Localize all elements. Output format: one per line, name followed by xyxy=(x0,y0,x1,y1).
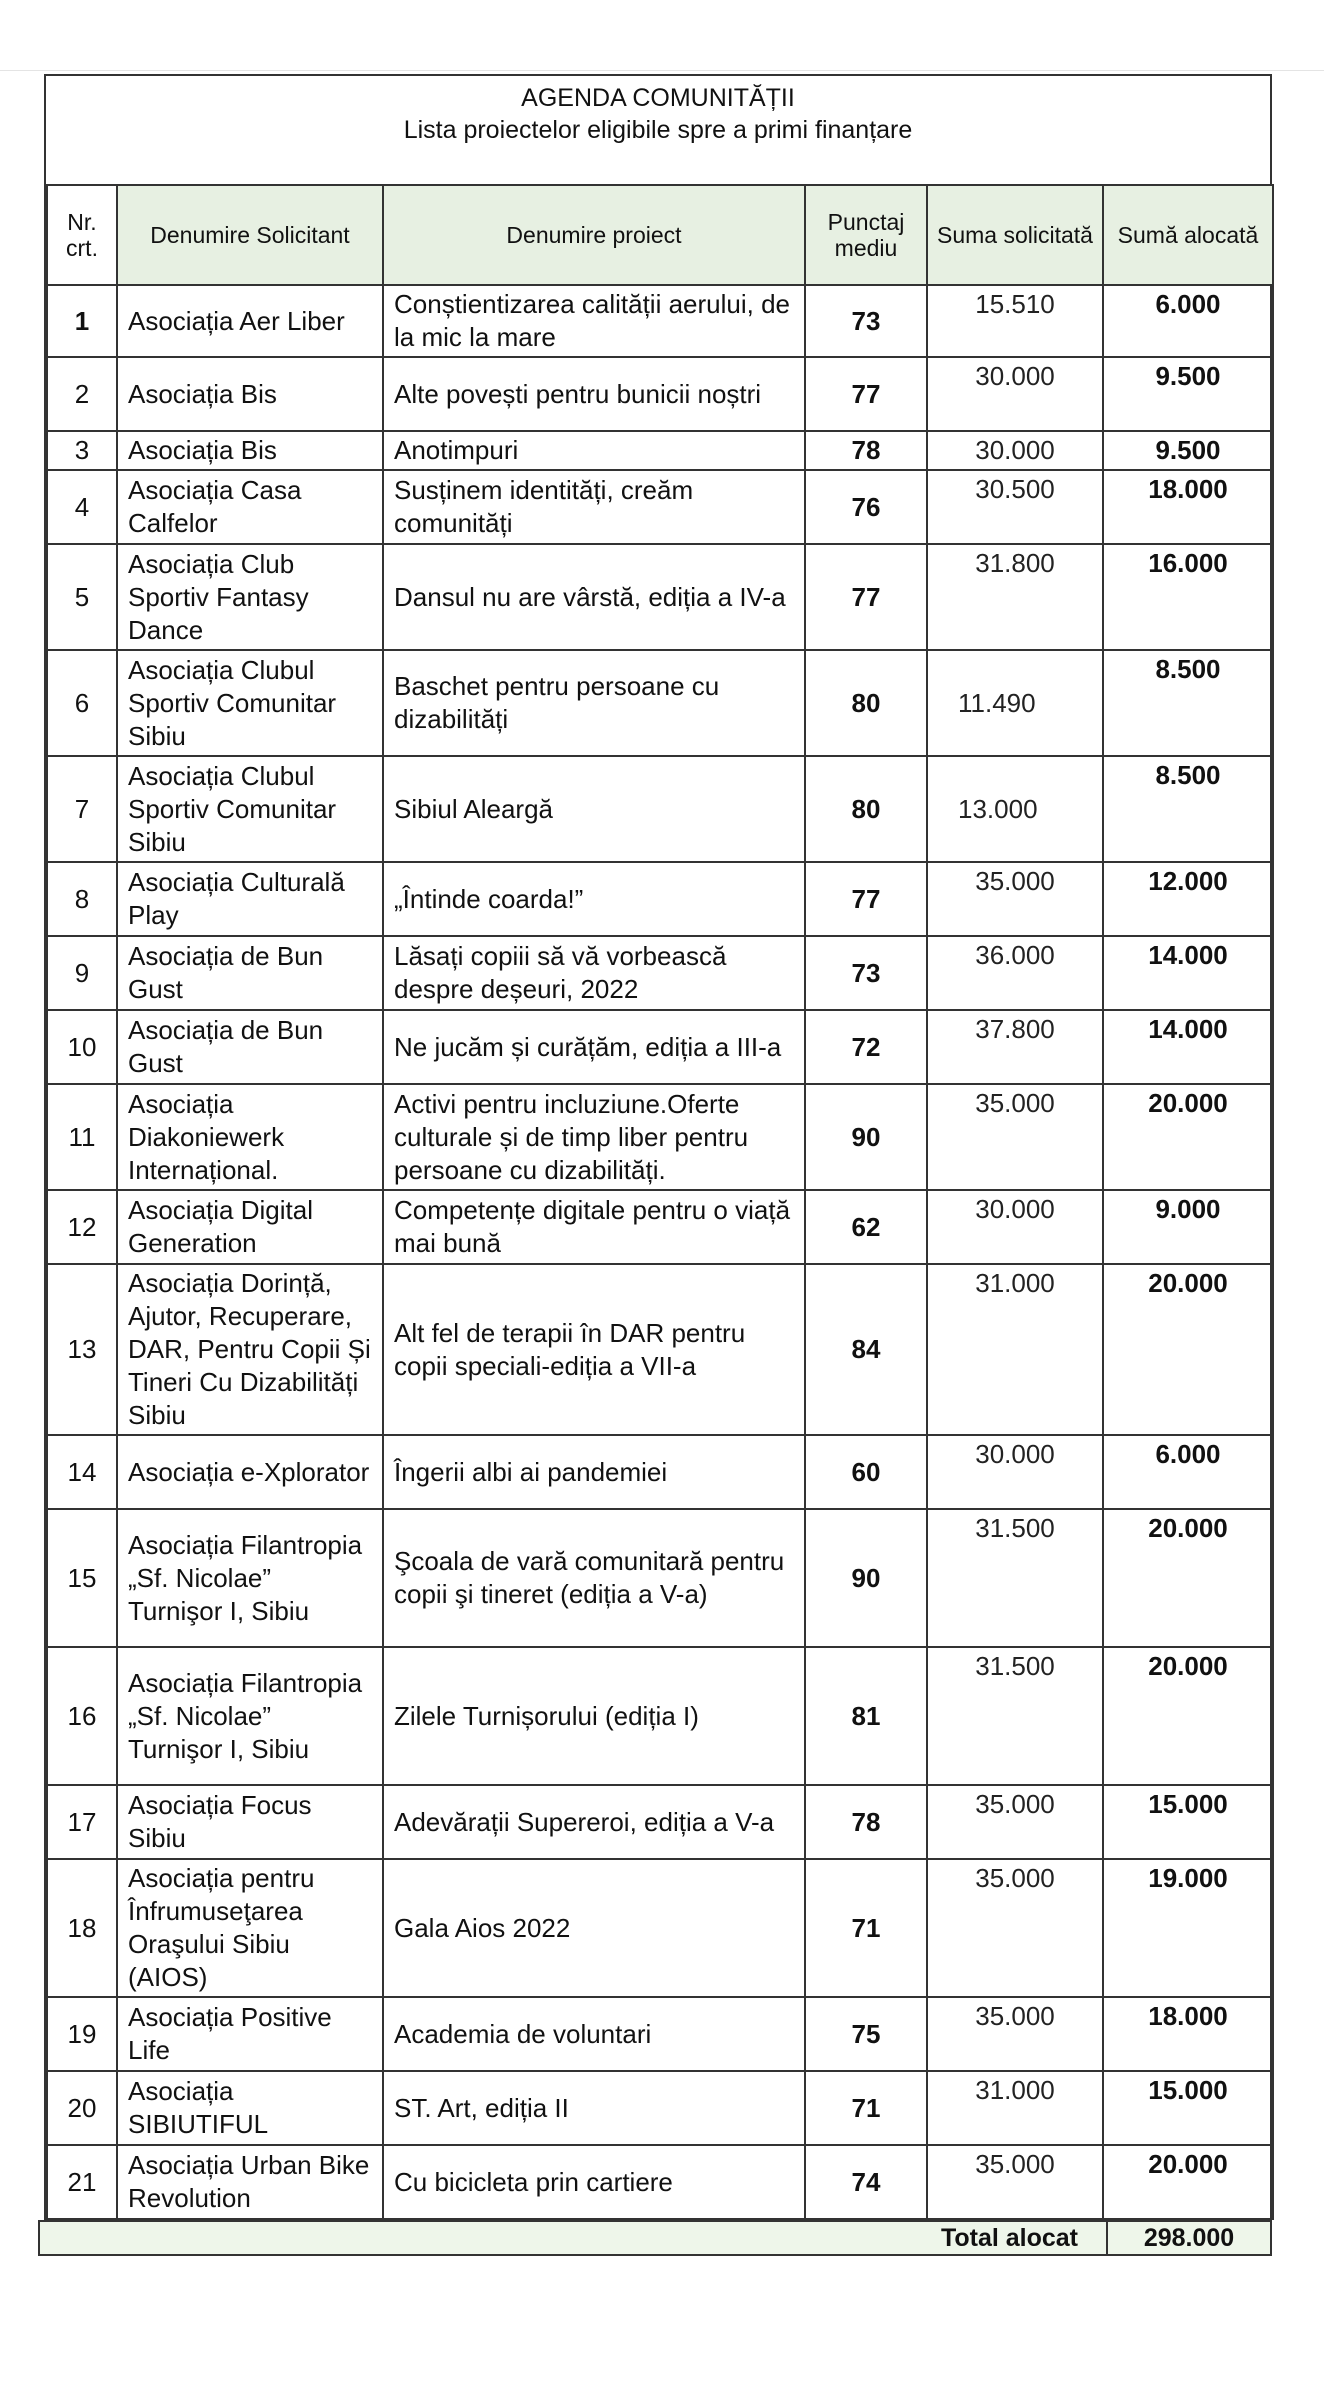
cell-project: Susținem identități, creăm comunități xyxy=(383,470,805,544)
table-row xyxy=(47,756,1273,862)
cell-score: 77 xyxy=(805,544,927,650)
cell-project: Alt fel de terapii în DAR pentru copii speciali-ediția a VII-a xyxy=(383,1264,805,1435)
table-row xyxy=(47,1509,1273,1647)
cell-score: 76 xyxy=(805,470,927,544)
table-row xyxy=(47,1785,1273,1859)
total-value: 298.000 xyxy=(1143,2224,1235,2252)
cell-allocated: 9.000 xyxy=(1103,1190,1273,1264)
cell-applicant: Asociația Focus Sibiu xyxy=(117,1785,383,1859)
cell-project: Zilele Turnișorului (ediția I) xyxy=(383,1647,805,1785)
cell-applicant: Asociația Digital Generation xyxy=(117,1190,383,1264)
table-row xyxy=(47,1859,1273,1997)
cell-requested: 35.000 xyxy=(927,862,1103,936)
table-row xyxy=(47,862,1273,936)
cell-nr: 15 xyxy=(47,1509,117,1647)
cell-nr: 9 xyxy=(47,936,117,1010)
cell-project: Anotimpuri xyxy=(383,431,805,470)
cell-score: 74 xyxy=(805,2145,927,2219)
cell-applicant: Asociația de Bun Gust xyxy=(117,1010,383,1084)
cell-requested: 31.800 xyxy=(927,544,1103,650)
cell-requested: 30.000 xyxy=(927,1435,1103,1509)
cell-allocated: 20.000 xyxy=(1103,1647,1273,1785)
cell-nr: 18 xyxy=(47,1859,117,1997)
cell-allocated: 15.000 xyxy=(1103,2071,1273,2145)
cell-score: 77 xyxy=(805,862,927,936)
cell-requested: 31.000 xyxy=(927,1264,1103,1435)
cell-applicant: Asociația Filantropia „Sf. Nicolae” Turnişor I, Sibiu xyxy=(117,1509,383,1647)
table-row xyxy=(47,936,1273,1010)
cell-applicant: Asociația Casa Calfelor xyxy=(117,470,383,544)
cell-project: Ne jucăm și curățăm, ediția a III-a xyxy=(383,1010,805,1084)
cell-applicant: Asociația Clubul Sportiv Comunitar Sibiu xyxy=(117,650,383,756)
header-requested: Suma solicitată xyxy=(927,185,1103,285)
cell-nr: 4 xyxy=(47,470,117,544)
table-row xyxy=(47,470,1273,544)
cell-score: 71 xyxy=(805,1859,927,1997)
cell-score: 81 xyxy=(805,1647,927,1785)
cell-nr: 7 xyxy=(47,756,117,862)
title-block xyxy=(46,76,1270,184)
cell-nr: 19 xyxy=(47,1997,117,2071)
cell-nr: 6 xyxy=(47,650,117,756)
table-row xyxy=(47,431,1273,470)
cell-allocated: 18.000 xyxy=(1103,1997,1273,2071)
cell-project: Lăsați copiii să vă vorbească despre deșeuri, 2022 xyxy=(383,936,805,1010)
cell-requested: 35.000 xyxy=(927,2145,1103,2219)
cell-project: Gala Aios 2022 xyxy=(383,1859,805,1997)
cell-nr: 13 xyxy=(47,1264,117,1435)
cell-project: Dansul nu are vârstă, ediția a IV-a xyxy=(383,544,805,650)
cell-allocated: 6.000 xyxy=(1103,285,1273,357)
cell-score: 90 xyxy=(805,1084,927,1190)
cell-score: 75 xyxy=(805,1997,927,2071)
document-subtitle: Lista proiectelor eligibile spre a primi finanțare xyxy=(403,116,913,144)
header-nr: Nr. crt. xyxy=(47,185,117,285)
cell-allocated: 20.000 xyxy=(1103,1509,1273,1647)
cell-applicant: Asociația Filantropia „Sf. Nicolae” Turnişor I, Sibiu xyxy=(117,1647,383,1785)
cell-allocated: 14.000 xyxy=(1103,936,1273,1010)
cell-score: 80 xyxy=(805,756,927,862)
cell-requested: 15.510 xyxy=(927,285,1103,357)
cell-nr: 1 xyxy=(47,285,117,357)
cell-requested: 31.500 xyxy=(927,1647,1103,1785)
cell-applicant: Asociația Bis xyxy=(117,357,383,431)
cell-allocated: 6.000 xyxy=(1103,1435,1273,1509)
document-sheet xyxy=(44,74,1272,2220)
cell-score: 71 xyxy=(805,2071,927,2145)
cell-allocated: 20.000 xyxy=(1103,2145,1273,2219)
cell-nr: 17 xyxy=(47,1785,117,1859)
cell-applicant: Asociația Diakoniewerk Internațional. xyxy=(117,1084,383,1190)
cell-project: Sibiul Aleargă xyxy=(383,756,805,862)
table-row xyxy=(47,650,1273,756)
cell-allocated: 20.000 xyxy=(1103,1084,1273,1190)
table-row xyxy=(47,1264,1273,1435)
cell-applicant: Asociația Dorință, Ajutor, Recuperare, DAR, Pentru Copii Și Tineri Cu Dizabilități Sibiu xyxy=(117,1264,383,1435)
cell-nr: 21 xyxy=(47,2145,117,2219)
cell-score: 78 xyxy=(805,431,927,470)
cell-requested: 35.000 xyxy=(927,1084,1103,1190)
cell-project: Îngerii albi ai pandemiei xyxy=(383,1435,805,1509)
header-applicant: Denumire Solicitant xyxy=(117,185,383,285)
cell-applicant: Asociația Club Sportiv Fantasy Dance xyxy=(117,544,383,650)
total-label: Total alocat xyxy=(940,2224,1078,2252)
table-row xyxy=(47,1435,1273,1509)
cell-requested: 35.000 xyxy=(927,1859,1103,1997)
cell-requested: 30.000 xyxy=(927,1190,1103,1264)
cell-project: Cu bicicleta prin cartiere xyxy=(383,2145,805,2219)
top-rule xyxy=(0,70,1324,71)
table-row xyxy=(47,544,1273,650)
cell-score: 80 xyxy=(805,650,927,756)
header-score: Punctaj mediu xyxy=(805,185,927,285)
cell-nr: 2 xyxy=(47,357,117,431)
cell-requested: 36.000 xyxy=(927,936,1103,1010)
cell-allocated: 12.000 xyxy=(1103,862,1273,936)
cell-applicant: Asociația SIBIUTIFUL xyxy=(117,2071,383,2145)
document-title: AGENDA COMUNITĂȚII xyxy=(521,84,795,112)
cell-project: Conștientizarea calității aerului, de la mic la mare xyxy=(383,285,805,357)
cell-requested: 35.000 xyxy=(927,1997,1103,2071)
cell-requested: 30.500 xyxy=(927,470,1103,544)
cell-requested: 30.000 xyxy=(927,431,1103,470)
cell-requested: 35.000 xyxy=(927,1785,1103,1859)
table-row xyxy=(47,1997,1273,2071)
table-header-row xyxy=(47,185,1273,285)
cell-nr: 14 xyxy=(47,1435,117,1509)
table-row xyxy=(47,1010,1273,1084)
cell-allocated: 9.500 xyxy=(1103,357,1273,431)
cell-requested: 37.800 xyxy=(927,1010,1103,1084)
cell-applicant: Asociația Positive Life xyxy=(117,1997,383,2071)
table-row xyxy=(47,1190,1273,1264)
cell-allocated: 19.000 xyxy=(1103,1859,1273,1997)
cell-requested: 11.490 xyxy=(927,650,1103,756)
cell-allocated: 14.000 xyxy=(1103,1010,1273,1084)
cell-project: ST. Art, ediția II xyxy=(383,2071,805,2145)
table-row xyxy=(47,2071,1273,2145)
cell-applicant: Asociația pentru Înfrumuseţarea Oraşului Sibiu (AIOS) xyxy=(117,1859,383,1997)
cell-score: 60 xyxy=(805,1435,927,1509)
cell-allocated: 9.500 xyxy=(1103,431,1273,470)
total-row xyxy=(38,2220,1272,2256)
cell-project: „Întinde coarda!” xyxy=(383,862,805,936)
cell-nr: 20 xyxy=(47,2071,117,2145)
cell-applicant: Asociația Aer Liber xyxy=(117,285,383,357)
cell-project: Adevărații Supereroi, ediția a V-a xyxy=(383,1785,805,1859)
cell-requested: 31.500 xyxy=(927,1509,1103,1647)
cell-allocated: 8.500 xyxy=(1103,650,1273,756)
cell-score: 73 xyxy=(805,285,927,357)
cell-nr: 8 xyxy=(47,862,117,936)
cell-nr: 5 xyxy=(47,544,117,650)
table-row xyxy=(47,357,1273,431)
cell-score: 78 xyxy=(805,1785,927,1859)
cell-applicant: Asociația e-Xplorator xyxy=(117,1435,383,1509)
cell-allocated: 18.000 xyxy=(1103,470,1273,544)
cell-project: Competențe digitale pentru o viață mai bună xyxy=(383,1190,805,1264)
header-allocated: Sumă alocată xyxy=(1103,185,1273,285)
cell-score: 62 xyxy=(805,1190,927,1264)
cell-project: Şcoala de vară comunitară pentru copii şi tineret (ediția a V-a) xyxy=(383,1509,805,1647)
table-row xyxy=(47,1647,1273,1785)
cell-nr: 11 xyxy=(47,1084,117,1190)
cell-project: Academia de voluntari xyxy=(383,1997,805,2071)
cell-allocated: 20.000 xyxy=(1103,1264,1273,1435)
table-row xyxy=(47,2145,1273,2219)
cell-nr: 3 xyxy=(47,431,117,470)
cell-score: 84 xyxy=(805,1264,927,1435)
table-row xyxy=(47,1084,1273,1190)
cell-nr: 16 xyxy=(47,1647,117,1785)
cell-score: 73 xyxy=(805,936,927,1010)
cell-requested: 13.000 xyxy=(927,756,1103,862)
cell-project: Activi pentru incluziune.Oferte culturale și de timp liber pentru persoane cu dizabilități. xyxy=(383,1084,805,1190)
cell-score: 72 xyxy=(805,1010,927,1084)
cell-applicant: Asociația Culturală Play xyxy=(117,862,383,936)
header-project: Denumire proiect xyxy=(383,185,805,285)
cell-score: 77 xyxy=(805,357,927,431)
cell-project: Baschet pentru persoane cu dizabilități xyxy=(383,650,805,756)
table-body xyxy=(47,285,1273,2219)
cell-applicant: Asociația de Bun Gust xyxy=(117,936,383,1010)
cell-requested: 30.000 xyxy=(927,357,1103,431)
cell-allocated: 8.500 xyxy=(1103,756,1273,862)
cell-score: 90 xyxy=(805,1509,927,1647)
cell-applicant: Asociația Clubul Sportiv Comunitar Sibiu xyxy=(117,756,383,862)
cell-nr: 12 xyxy=(47,1190,117,1264)
cell-applicant: Asociația Bis xyxy=(117,431,383,470)
cell-allocated: 16.000 xyxy=(1103,544,1273,650)
table-row xyxy=(47,285,1273,357)
projects-table xyxy=(46,184,1274,2220)
cell-applicant: Asociația Urban Bike Revolution xyxy=(117,2145,383,2219)
cell-requested: 31.000 xyxy=(927,2071,1103,2145)
cell-nr: 10 xyxy=(47,1010,117,1084)
cell-allocated: 15.000 xyxy=(1103,1785,1273,1859)
cell-project: Alte povești pentru bunicii noștri xyxy=(383,357,805,431)
